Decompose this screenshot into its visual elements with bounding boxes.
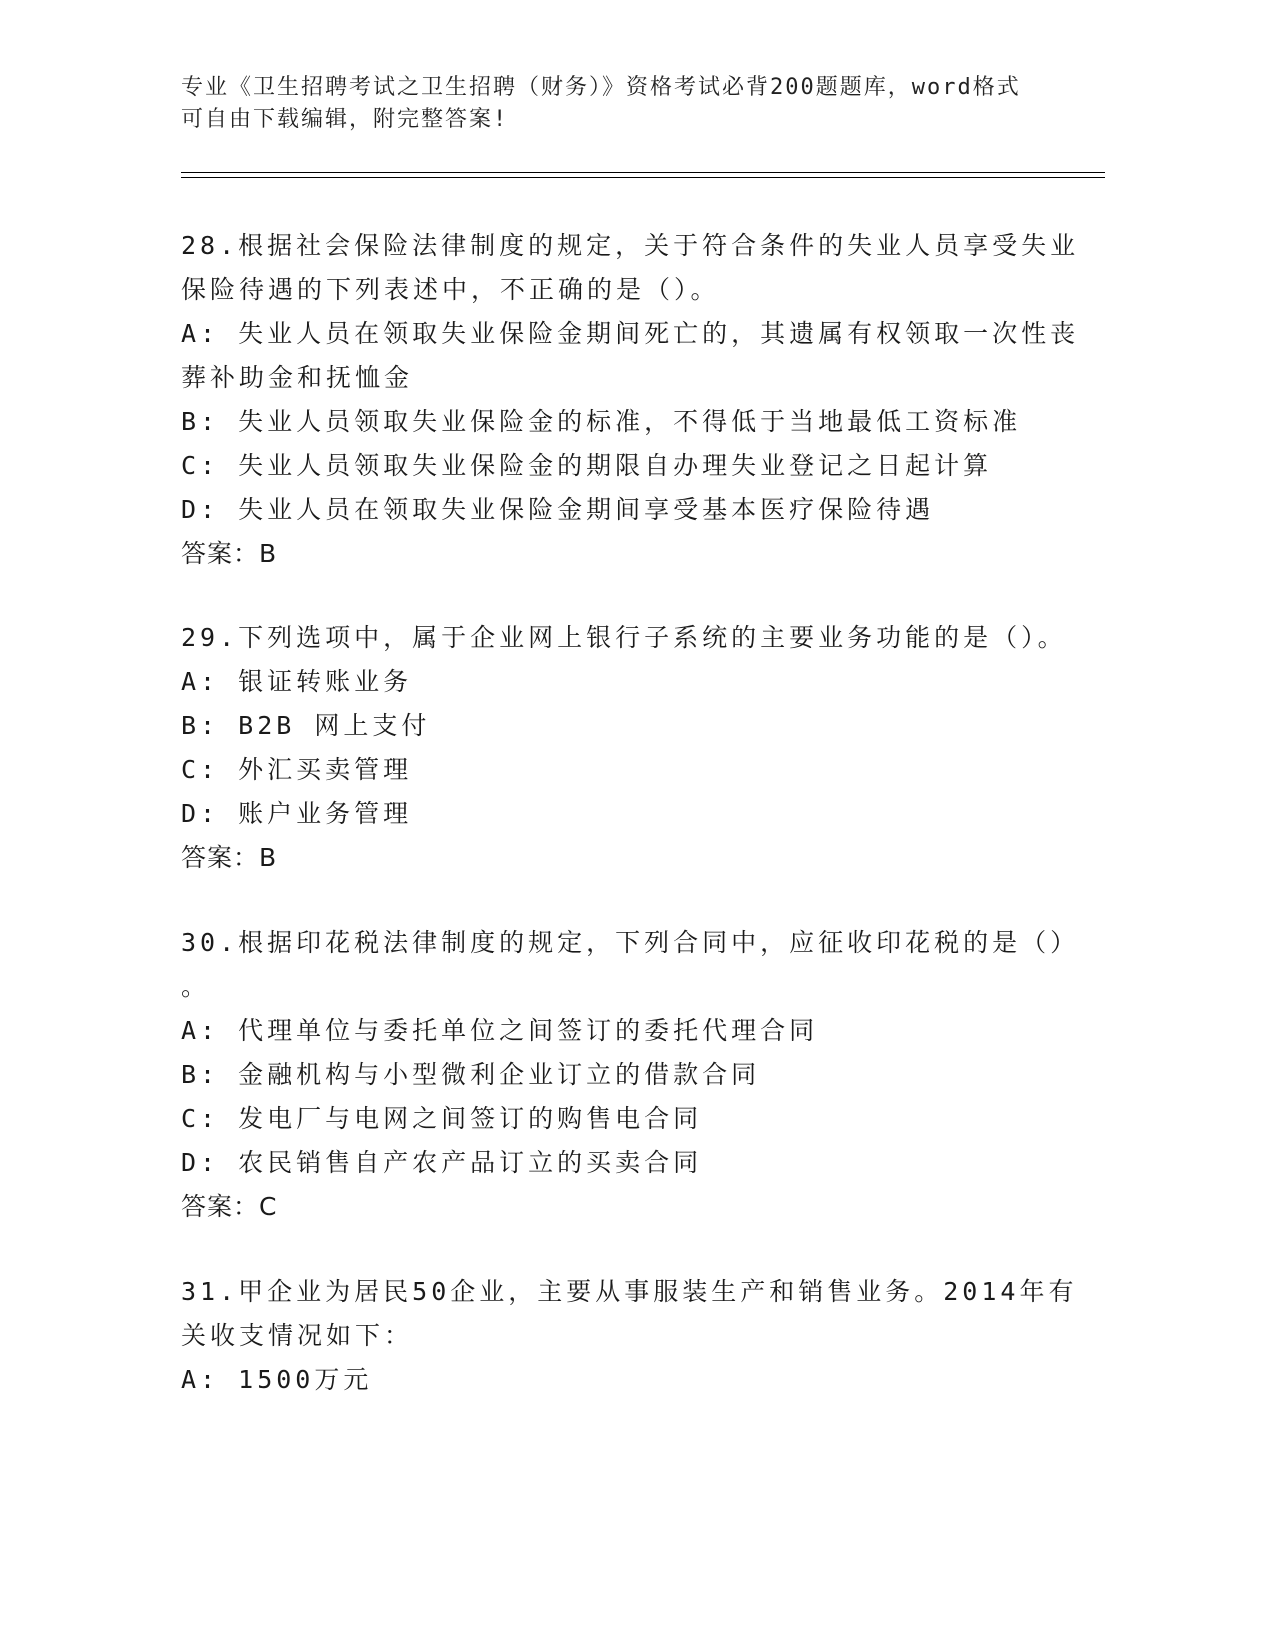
question-30 (181, 921, 1080, 1229)
option-b: B: 失业人员领取失业保险金的标准，不得低于当地最低工资标准 (181, 407, 1022, 436)
option-d: D: 农民销售自产农产品订立的买卖合同 (181, 1148, 703, 1177)
option-c: C: 失业人员领取失业保险金的期限自办理失业登记之日起计算 (181, 451, 993, 480)
option-a: A: 失业人员在领取失业保险金期间死亡的，其遗属有权领取一次性丧 (181, 319, 1080, 348)
question-stem-line: 29.下列选项中，属于企业网上银行子系统的主要业务功能的是（）。 (181, 623, 1067, 652)
document-header (181, 72, 1061, 136)
option-d: D: 失业人员在领取失业保险金期间享受基本医疗保险待遇 (181, 495, 935, 524)
question-28 (181, 224, 1080, 576)
header-divider-top (181, 172, 1105, 173)
option-b: B: B2B 网上支付 (181, 711, 431, 740)
option-a: A: 银证转账业务 (181, 667, 413, 696)
option-c: C: 外汇买卖管理 (181, 755, 413, 784)
answer: 答案：B (181, 539, 278, 568)
header-line-1: 专业《卫生招聘考试之卫生招聘（财务）》资格考试必背200题题库，word格式 (181, 75, 1021, 100)
question-stem-line: 30.根据印花税法律制度的规定，下列合同中，应征收印花税的是（） (181, 928, 1080, 957)
question-29 (181, 616, 1067, 880)
question-31 (181, 1270, 1078, 1402)
question-stem-line: 关收支情况如下： (181, 1321, 414, 1350)
option-a: A: 代理单位与委托单位之间签订的委托代理合同 (181, 1016, 819, 1045)
answer: 答案：C (181, 1192, 278, 1221)
header-line-2: 可自由下载编辑，附完整答案! (181, 107, 509, 132)
question-stem-line: 28.根据社会保险法律制度的规定，关于符合条件的失业人员享受失业 (181, 231, 1080, 260)
option-a: A: 1500万元 (181, 1365, 373, 1394)
option-c: C: 发电厂与电网之间签订的购售电合同 (181, 1104, 703, 1133)
question-stem-line: 。 (181, 972, 211, 1001)
option-b: B: 金融机构与小型微利企业订立的借款合同 (181, 1060, 761, 1089)
answer: 答案：B (181, 843, 278, 872)
option-d: D: 账户业务管理 (181, 799, 413, 828)
question-stem-line: 保险待遇的下列表述中，不正确的是（）。 (181, 275, 720, 304)
option-a-continued: 葬补助金和抚恤金 (181, 363, 414, 392)
question-stem-line: 31.甲企业为居民50企业，主要从事服装生产和销售业务。2014年有 (181, 1277, 1078, 1306)
header-divider-bottom (181, 177, 1105, 178)
